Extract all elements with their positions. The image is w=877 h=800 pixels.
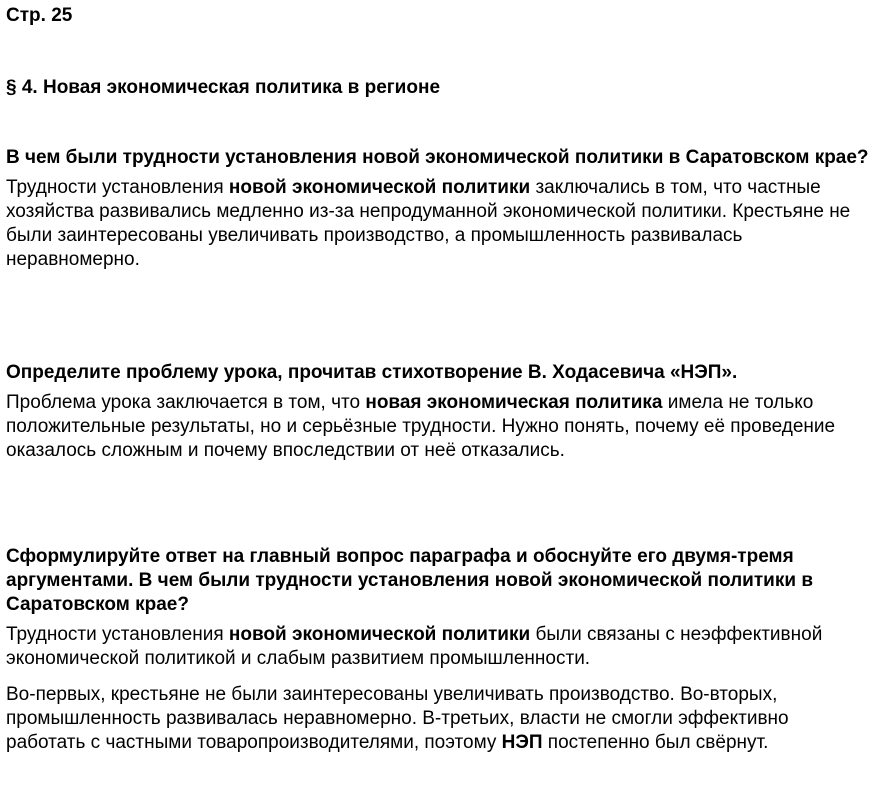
answer-emphasis: новой экономической политики (228, 624, 531, 645)
answer-3b (6, 683, 872, 755)
answer-1 (6, 176, 872, 272)
answer-text: Трудности установления (6, 177, 229, 198)
answer-3a (6, 623, 872, 671)
question-block-3 (6, 545, 872, 767)
answer-emphasis: новая экономическая политика (365, 392, 663, 413)
question-block-1 (6, 146, 872, 284)
answer-text: Во-первых, крестьяне не были заинтересованы увеличивать производство. Во-вторых, промышленность развивалась неравномерно. В-третьих, власти не смогли эффективно работать с частными товаропроизводителями, поэтому (6, 684, 789, 753)
question-1: В чем были трудности установления новой экономической политики в Саратовском крае? (6, 147, 869, 168)
question-block-2 (6, 361, 872, 475)
answer-text: Проблема урока заключается в том, что (6, 392, 366, 413)
question-3: Сформулируйте ответ на главный вопрос параграфа и обоснуйте его двумя-тремя аргументами. В чем были трудности установления новой экономической политики в Саратовском крае? (6, 546, 813, 615)
section-title: § 4. Новая экономическая политика в регионе (6, 77, 441, 98)
answer-text: имела не только положительные результаты, но и серьёзные трудности. Нужно понять, почему её проведение оказалось сложным и почему впоследствии от неё отказались. (6, 392, 836, 461)
page-number: Стр. 25 (6, 5, 73, 26)
answer-text: постепенно был свёрнут. (542, 732, 769, 753)
answer-text: Трудности установления (6, 624, 229, 645)
answer-text: были связаны с неэффективной экономической политикой и слабым развитием промышленности. (6, 624, 823, 669)
answer-emphasis: новой экономической политики (228, 177, 531, 198)
question-2: Определите проблему урока, прочитав стихотворение В. Ходасевича «НЭП». (6, 362, 738, 383)
answer-2 (6, 391, 872, 463)
answer-emphasis: НЭП (501, 732, 543, 753)
answer-text: заключались в том, что частные хозяйства развивались медленно из-за непродуманной экономической политики. Крестьяне не были заинтересованы увеличивать производство, а промышленность развивалась неравномерно. (6, 177, 851, 270)
